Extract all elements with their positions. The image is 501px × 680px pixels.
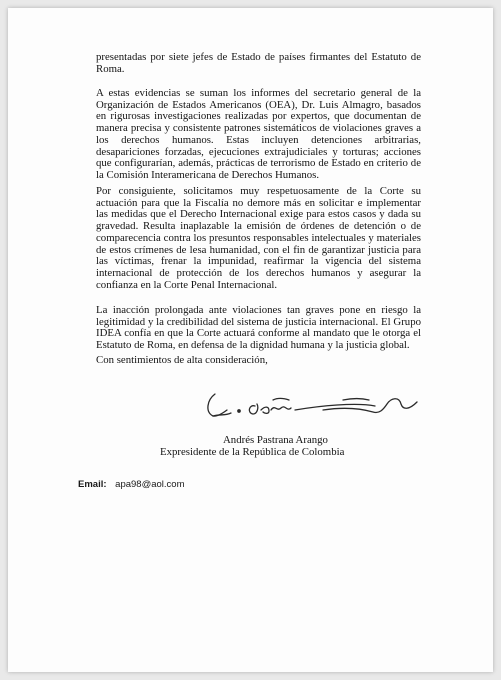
paragraph-2: A estas evidencias se suman los informes del secretario general de la Organización de Estados Americanos (OEA), Dr. Luis Almagro, basados en rigurosas investigaciones realizadas por expertos, que documentan de manera precisa y consistente patrones sistemáticos de violaciones graves a los derechos humanos. Estas incluyen detenciones arbitrarias, desapariciones forzadas, ejecuciones extrajudiciales y torturas; acciones que configurarían, además, prácticas de terrorismo de Estado en criterio de la Comisión Interamericana de Derechos Humanos. [96, 87, 421, 181]
paragraph-4: La inacción prolongada ante violaciones tan graves pone en riesgo la legitimidad y la credibilidad del sistema de justicia internacional. El Grupo IDEA confía en que la Corte actuará conforme al mandato que le otorga el Estatuto de Roma, en defensa de la dignidad humana y la justicia global. [96, 304, 421, 352]
paragraph-1: presentadas por siete jefes de Estado de países firmantes del Estatuto de Roma. [96, 51, 421, 75]
handwritten-signature-icon [203, 386, 423, 426]
signatory-title: Expresidente de la República de Colombia [160, 446, 345, 458]
document-page [8, 8, 493, 672]
email-contact [78, 479, 184, 490]
signatory-name: Andrés Pastrana Arango [223, 434, 328, 446]
paragraph-3: Por consiguiente, solicitamos muy respetuosamente de la Corte su actuación para que la Fiscalía no demore más en solicitar e implementar las medidas que el Derecho Internacional exige para estos casos y dada su gravedad. Resulta inaplazable la emisión de órdenes de detención o de comparecencia contra los presuntos responsables intelectuales y materiales de estos crímenes de lesa humanidad, con el fin de garantizar justicia para las víctimas, frenar la impunidad, reafirmar la vigencia del sistema internacional de protección de los derechos humanos y asegurar la confianza en la Corte Penal Internacional. [96, 185, 421, 291]
email-address[interactable]: apa98@aol.com [115, 479, 185, 490]
email-label: Email: [78, 479, 107, 490]
closing-line: Con sentimientos de alta consideración, [96, 354, 268, 366]
